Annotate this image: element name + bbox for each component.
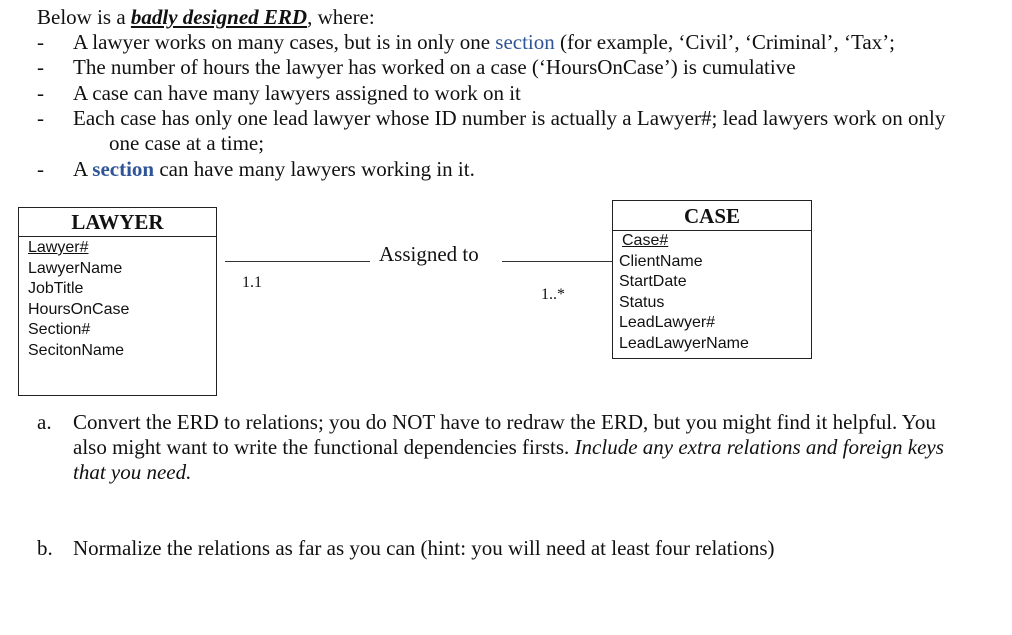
lawyer-attribute: HoursOnCase [28,300,130,318]
lawyer-entity-box [18,207,217,396]
lawyer-entity-name: LAWYER [19,208,216,237]
lawyer-attribute: JobTitle [28,280,84,297]
bullet-text: Each case has only one lead lawyer whose ID number is actually a Lawyer#; lead lawyers work on only [73,106,946,130]
case-attribute: StartDate [619,273,687,290]
bullet-text-after: (for example, ‘Civil’, ‘Criminal’, ‘Tax’; [554,30,896,54]
bullet-continuation: one case at a time; [109,131,265,155]
bullet-text-before: A [73,157,93,181]
right-cardinality-label: 1..* [541,286,565,303]
left-cardinality-label: 1.1 [242,274,262,291]
bullet-highlight: section [92,157,155,181]
intro-emphasis: badly designed ERD [130,5,308,29]
intro-suffix: , where: [307,5,375,29]
case-attribute-list [613,231,811,354]
question-text: Normalize the relations as far as you can (hint: you will need at least four relations) [73,536,775,560]
relationship-label: Assigned to [379,242,479,266]
bullet-text-after: can have many lawyers working in it. [154,157,475,181]
case-attribute: LeadLawyerName [619,334,749,352]
bullet-dash: - [37,106,44,130]
case-entity-name: CASE [613,201,811,231]
lawyer-attribute: LawyerName [28,259,123,277]
bullet-dash: - [37,30,44,54]
question-text-italic: Include any extra relations and foreign keys [574,435,944,459]
bullet-text [73,30,895,55]
lawyer-attribute: SecitonName [28,341,125,359]
question-letter: b. [37,536,53,560]
relationship-line-right [502,261,612,262]
question-text [73,410,1003,485]
bullet-dash: - [37,81,44,105]
lawyer-attribute-list [19,237,216,361]
bullet-text: A case can have many lawyers assigned to work on it [73,81,521,105]
bullet-text: The number of hours the lawyer has worked on a case (‘HoursOnCase’) is cumulative [73,55,796,79]
case-primary-key: Case# [622,232,669,249]
case-entity-box [612,200,812,359]
case-attribute: Status [619,293,665,311]
question-line [73,435,1003,460]
intro-line [37,5,375,29]
case-attribute: LeadLawyer# [619,314,716,331]
question-line: Convert the ERD to relations; you do NOT have to redraw the ERD, but you might find it helpful. You [73,410,936,434]
bullet-text [73,157,475,182]
bullet-highlight: section [495,30,555,54]
question-letter: a. [37,410,52,434]
bullet-dash: - [37,55,44,79]
relationship-line-left [225,261,370,262]
lawyer-attribute: Section# [28,321,91,338]
bullet-dash: - [37,157,44,181]
bullet-text-before: A lawyer works on many cases, but is in only one [73,30,496,54]
lawyer-primary-key: Lawyer# [28,239,89,256]
question-text-plain: also might want to write the functional dependencies firsts. [73,435,575,459]
question-line: that you need. [73,460,192,484]
intro-prefix: Below is a [37,5,131,29]
case-attribute: ClientName [619,252,703,270]
